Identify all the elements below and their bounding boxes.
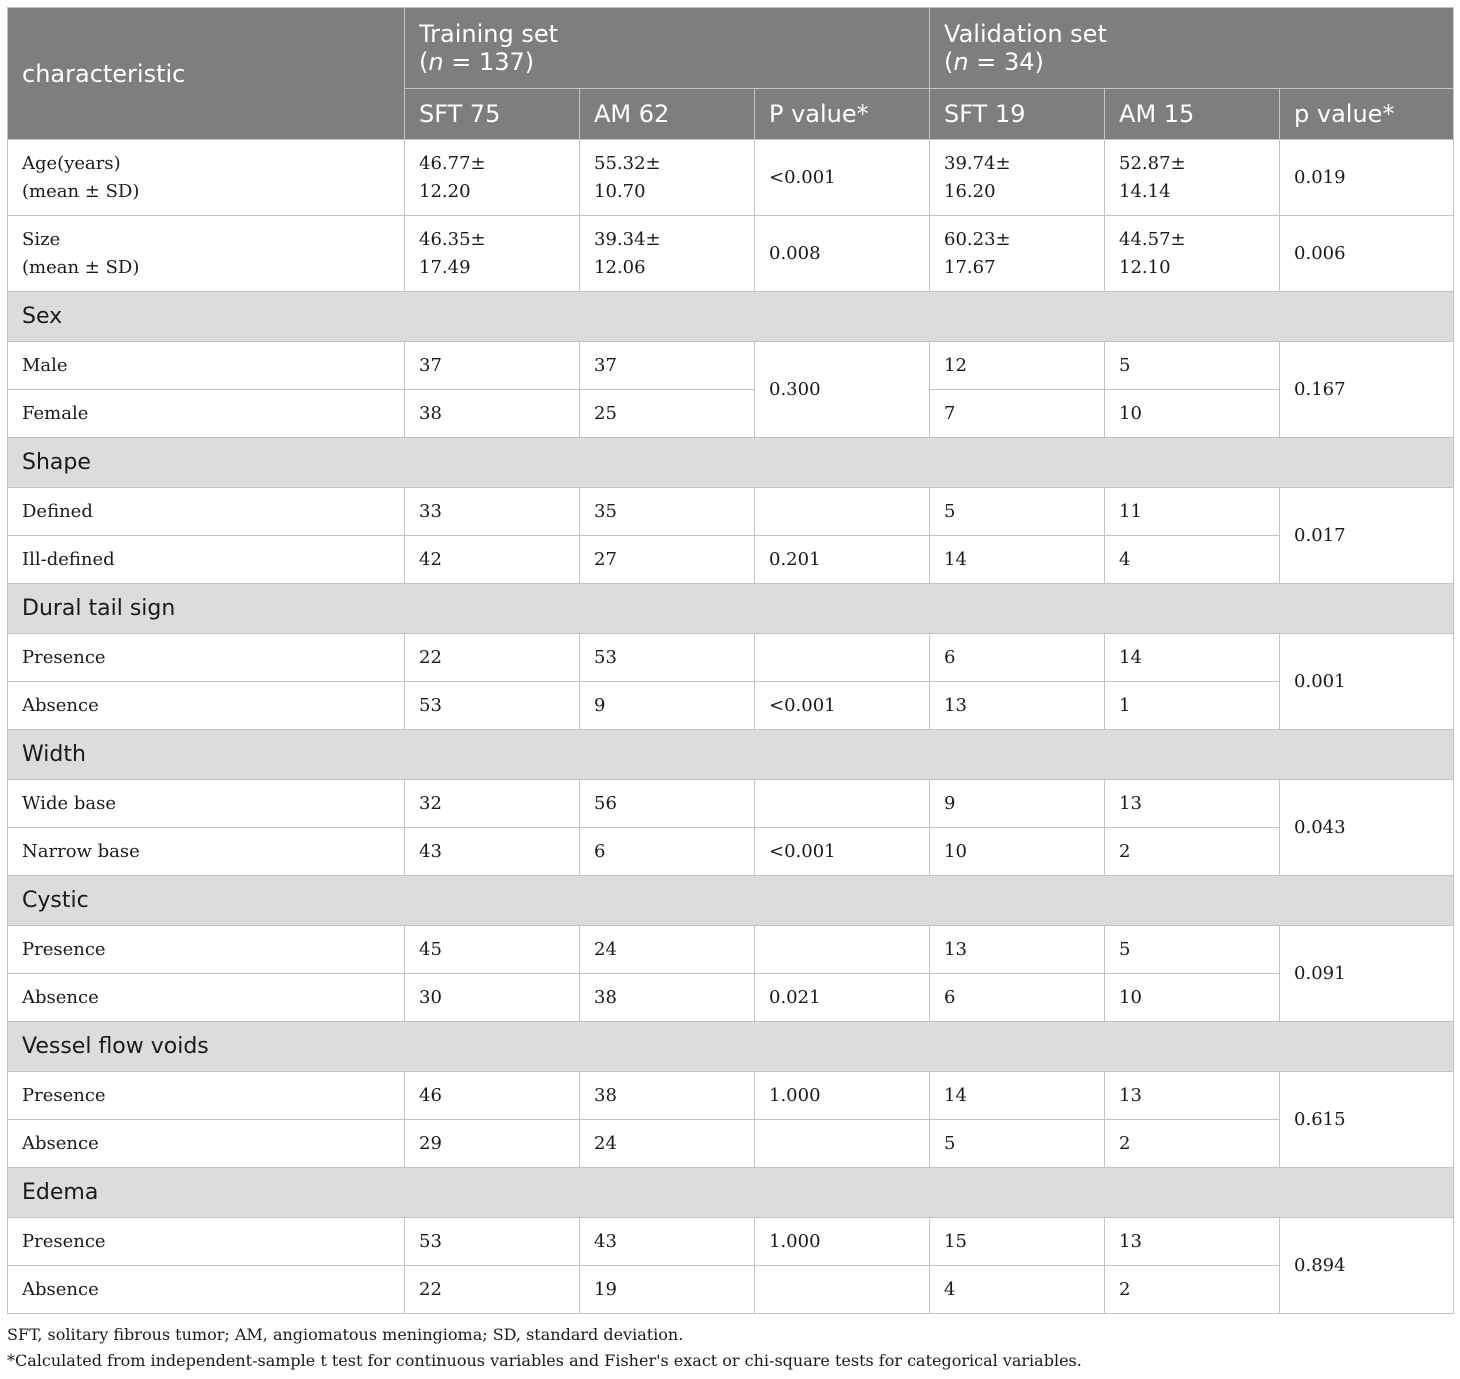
footnote-methods: *Calculated from independent-sample t test for continuous variables and Fisher's exact or chi-square tests for categorical variables.	[7, 1351, 1082, 1370]
cell-val-am: 4	[1105, 536, 1280, 584]
cell-val-am: 14	[1105, 634, 1280, 682]
validation-set-title: Validation set	[944, 20, 1107, 48]
cell-val-am: 13	[1105, 1072, 1280, 1120]
table-row	[8, 390, 1454, 438]
training-set-n: (n = 137)	[419, 48, 535, 76]
cell-train-am: 25	[580, 390, 755, 438]
cell-train-sft: 46.35± 17.49	[405, 216, 580, 292]
cell-train-am: 6	[580, 828, 755, 876]
cell-val-sft: 10	[930, 828, 1105, 876]
cell-val-p: 0.006	[1280, 216, 1454, 292]
cell-train-sft: 33	[405, 488, 580, 536]
cell-train-p	[755, 926, 930, 974]
cell-train-am: 53	[580, 634, 755, 682]
row-label: Ill-defined	[8, 536, 405, 584]
table-row	[8, 634, 1454, 682]
cell-val-am: 13	[1105, 780, 1280, 828]
cell-train-p: <0.001	[755, 140, 930, 216]
row-label: Absence	[8, 1120, 405, 1168]
header-train-am: AM 62	[580, 89, 755, 140]
cell-val-sft: 60.23± 17.67	[930, 216, 1105, 292]
cell-val-am: 10	[1105, 974, 1280, 1022]
row-label: Defined	[8, 488, 405, 536]
cell-val-sft: 14	[930, 536, 1105, 584]
cell-train-sft: 43	[405, 828, 580, 876]
cell-train-am: 9	[580, 682, 755, 730]
table-header	[8, 8, 1454, 140]
cell-val-am: 2	[1105, 1266, 1280, 1314]
cell-val-p: 0.615	[1280, 1072, 1454, 1168]
row-label: Age(years) (mean ± SD)	[8, 140, 405, 216]
table-row-age	[8, 140, 1454, 216]
cell-val-sft: 12	[930, 342, 1105, 390]
table-row	[8, 342, 1454, 390]
cell-val-am: 52.87± 14.14	[1105, 140, 1280, 216]
cell-train-sft: 29	[405, 1120, 580, 1168]
row-label: Absence	[8, 974, 405, 1022]
cell-train-am: 27	[580, 536, 755, 584]
cell-val-p: 0.894	[1280, 1218, 1454, 1314]
cell-val-sft: 6	[930, 974, 1105, 1022]
row-label: Absence	[8, 682, 405, 730]
cell-train-p: <0.001	[755, 682, 930, 730]
cell-val-sft: 7	[930, 390, 1105, 438]
table-row	[8, 974, 1454, 1022]
cell-val-p: 0.017	[1280, 488, 1454, 584]
cell-val-sft: 9	[930, 780, 1105, 828]
cell-val-am: 5	[1105, 342, 1280, 390]
cell-train-am: 38	[580, 974, 755, 1022]
cell-train-sft: 30	[405, 974, 580, 1022]
cell-val-am: 13	[1105, 1218, 1280, 1266]
table-row	[8, 828, 1454, 876]
cell-train-p	[755, 1266, 930, 1314]
table-row	[8, 1120, 1454, 1168]
row-label: Presence	[8, 926, 405, 974]
cell-val-am: 5	[1105, 926, 1280, 974]
cell-train-am: 43	[580, 1218, 755, 1266]
table-row	[8, 1218, 1454, 1266]
section-header-cystic: Cystic	[8, 876, 1454, 926]
section-header-width: Width	[8, 730, 1454, 780]
cell-train-am: 55.32± 10.70	[580, 140, 755, 216]
cell-train-sft: 38	[405, 390, 580, 438]
cell-val-sft: 13	[930, 682, 1105, 730]
cell-train-am: 39.34± 12.06	[580, 216, 755, 292]
cell-train-am: 24	[580, 926, 755, 974]
cell-train-p: 0.021	[755, 974, 930, 1022]
cell-val-p: 0.019	[1280, 140, 1454, 216]
cell-train-p: <0.001	[755, 828, 930, 876]
validation-set-n: (n = 34)	[944, 48, 1044, 76]
cell-val-sft: 14	[930, 1072, 1105, 1120]
cell-train-p: 0.300	[755, 342, 930, 438]
row-label: Presence	[8, 1072, 405, 1120]
cell-val-am: 2	[1105, 828, 1280, 876]
section-header-vessel-flow-voids: Vessel flow voids	[8, 1022, 1454, 1072]
row-label: Wide base	[8, 780, 405, 828]
characteristics-table	[7, 7, 1454, 1314]
header-train-sft: SFT 75	[405, 89, 580, 140]
cell-val-p: 0.043	[1280, 780, 1454, 876]
cell-val-am: 11	[1105, 488, 1280, 536]
header-val-am: AM 15	[1105, 89, 1280, 140]
cell-train-p	[755, 488, 930, 536]
cell-train-am: 56	[580, 780, 755, 828]
cell-val-am: 44.57± 12.10	[1105, 216, 1280, 292]
table-row	[8, 926, 1454, 974]
cell-val-p: 0.091	[1280, 926, 1454, 1022]
cell-val-am: 10	[1105, 390, 1280, 438]
cell-val-sft: 4	[930, 1266, 1105, 1314]
footnote-abbreviations: SFT, solitary fibrous tumor; AM, angiomatous meningioma; SD, standard deviation.	[7, 1325, 684, 1344]
row-label: Male	[8, 342, 405, 390]
cell-val-sft: 15	[930, 1218, 1105, 1266]
cell-val-p: 0.001	[1280, 634, 1454, 730]
cell-train-p	[755, 780, 930, 828]
table-row	[8, 780, 1454, 828]
cell-train-p: 1.000	[755, 1072, 930, 1120]
cell-train-sft: 46	[405, 1072, 580, 1120]
cell-val-sft: 13	[930, 926, 1105, 974]
cell-train-sft: 46.77± 12.20	[405, 140, 580, 216]
table-row-size	[8, 216, 1454, 292]
section-header-dural-tail-sign: Dural tail sign	[8, 584, 1454, 634]
cell-val-p: 0.167	[1280, 342, 1454, 438]
table-row	[8, 682, 1454, 730]
cell-train-am: 38	[580, 1072, 755, 1120]
header-train-p: P value*	[755, 89, 930, 140]
cell-val-am: 1	[1105, 682, 1280, 730]
table-row	[8, 1266, 1454, 1314]
cell-train-sft: 32	[405, 780, 580, 828]
table-row	[8, 1072, 1454, 1120]
cell-train-sft: 37	[405, 342, 580, 390]
cell-val-sft: 5	[930, 1120, 1105, 1168]
table-row	[8, 536, 1454, 584]
cell-train-am: 35	[580, 488, 755, 536]
cell-train-p: 0.201	[755, 536, 930, 584]
cell-train-am: 24	[580, 1120, 755, 1168]
cell-val-sft: 6	[930, 634, 1105, 682]
cell-train-sft: 22	[405, 1266, 580, 1314]
cell-val-am: 2	[1105, 1120, 1280, 1168]
cell-train-sft: 22	[405, 634, 580, 682]
header-val-p: p value*	[1280, 89, 1454, 140]
section-header-shape: Shape	[8, 438, 1454, 488]
table-body	[8, 140, 1454, 1314]
table-footnotes	[7, 1322, 1453, 1374]
cell-val-sft: 39.74± 16.20	[930, 140, 1105, 216]
row-label: Presence	[8, 1218, 405, 1266]
header-training-set	[405, 8, 930, 89]
cell-val-sft: 5	[930, 488, 1105, 536]
table-row	[8, 488, 1454, 536]
header-characteristic: characteristic	[8, 8, 405, 140]
cell-train-sft: 45	[405, 926, 580, 974]
row-label: Presence	[8, 634, 405, 682]
cell-train-p: 1.000	[755, 1218, 930, 1266]
cell-train-p	[755, 634, 930, 682]
row-label: Size (mean ± SD)	[8, 216, 405, 292]
header-val-sft: SFT 19	[930, 89, 1105, 140]
cell-train-p: 0.008	[755, 216, 930, 292]
cell-train-sft: 42	[405, 536, 580, 584]
training-set-title: Training set	[419, 20, 559, 48]
row-label: Female	[8, 390, 405, 438]
cell-train-sft: 53	[405, 682, 580, 730]
header-validation-set	[930, 8, 1454, 89]
cell-train-p	[755, 1120, 930, 1168]
section-header-sex: Sex	[8, 292, 1454, 342]
cell-train-am: 37	[580, 342, 755, 390]
section-header-edema: Edema	[8, 1168, 1454, 1218]
cell-train-am: 19	[580, 1266, 755, 1314]
row-label: Absence	[8, 1266, 405, 1314]
cell-train-sft: 53	[405, 1218, 580, 1266]
row-label: Narrow base	[8, 828, 405, 876]
